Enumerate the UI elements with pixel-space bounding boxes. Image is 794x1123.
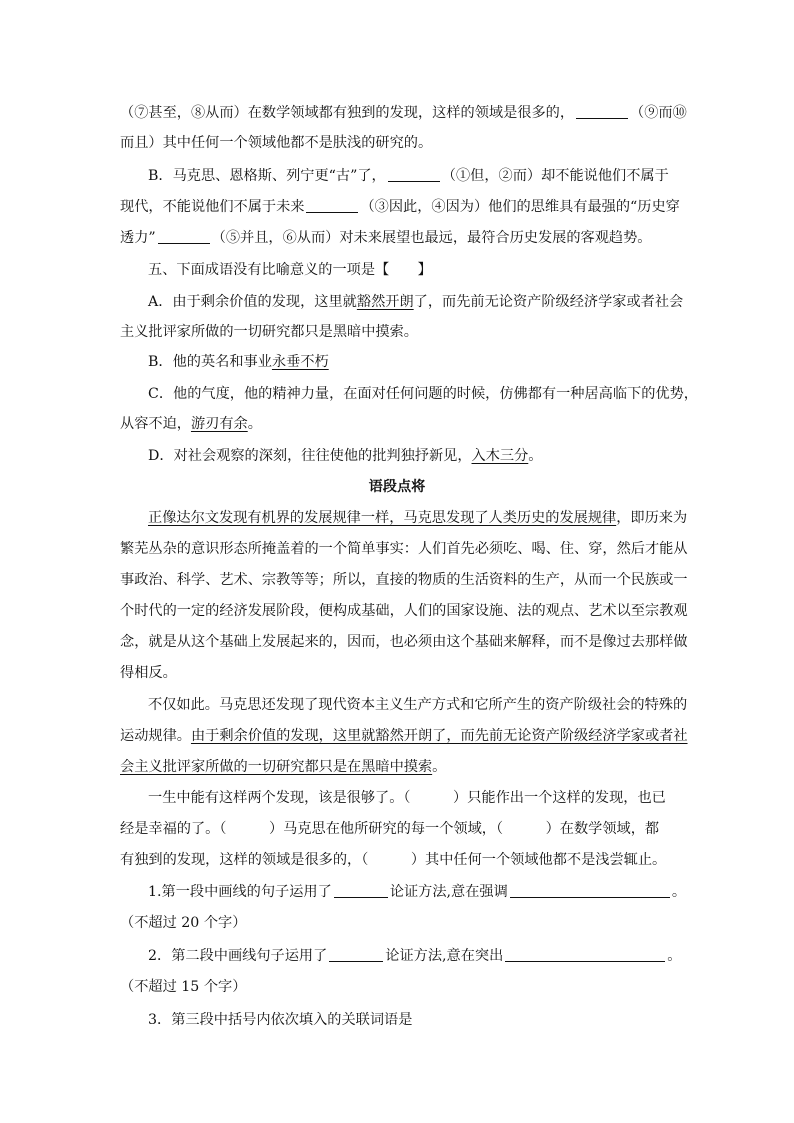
passage-p1-line-6: 得相反。 — [120, 665, 177, 681]
underlined-sentence: 会主义批评家所做的一切研究都只是在黑暗中摸索 — [120, 759, 433, 775]
question-2-note: （不超过 15 个字） — [120, 979, 247, 995]
passage-p3-line-1: 一生中能有这样两个发现，该是很够了。（ ）只能作出一个这样的发现，也已 — [148, 790, 666, 806]
passage-p1-line-5: 念，就是从这个基础上发展起来的，因而，也必须由这个基础来解释，而不是像过去那样做 — [120, 634, 688, 650]
option-a-end-line: 而且）其中任何一个领域他都不是肤浅的研究的。 — [120, 135, 433, 151]
answer-blank[interactable] — [158, 229, 210, 244]
passage-p1-line-1: 正像达尔文发现有机界的发展规律一样，马克思发现了人类历史的发展规律，即历来为 — [148, 510, 688, 526]
choice-c: C．他的气度，他的精神力量，在面对任何问题的时候，仿佛都有一种居高临下的优势， — [148, 386, 698, 402]
underlined-sentence: 由于剩余价值的发现，这里就豁然开朗了，而先前无论资产阶级经济学家或者社 — [190, 728, 688, 744]
option-b-line: B．马克思、恩格斯、列宁更“古”了， （①但，②而）却不能说他们不属于 — [148, 168, 669, 184]
answer-blank[interactable] — [334, 883, 388, 898]
underlined-idiom: 入木三分 — [471, 448, 529, 464]
passage-p2-line-2: 运动规律。由于剩余价值的发现，这里就豁然开朗了，而先前无论资产阶级经济学家或者社 — [120, 728, 688, 744]
choice-a: A．由于剩余价值的发现，这里就豁然开朗了，而先前无论资产阶级经济学家或者社会 — [148, 294, 684, 310]
passage-p1-line-3: 事政治、科学、艺术、宗教等等；所以，直接的物质的生活资料的生产，从而一个民族或一 — [120, 572, 688, 588]
choice-b: B．他的英名和事业永垂不朽 — [148, 354, 329, 370]
underlined-idiom: 游刃有余 — [190, 416, 248, 432]
question-1-note: （不超过 20 个字） — [120, 915, 247, 931]
answer-blank[interactable] — [510, 883, 670, 898]
choice-a-cont: 主义批评家所做的一切研究都只是黑暗中摸索。 — [120, 324, 418, 340]
option-b-line-2: 现代，不能说他们不属于未来 （③因此，④因为）他们的思维具有最强的“历史穿 — [120, 199, 680, 215]
question-five-title: 五、下面成语没有比喻意义的一项是【 】 — [148, 262, 432, 278]
question-2: 2．第二段中画线句子运用了 论证方法,意在突出 。 — [148, 948, 682, 964]
option-a-continued-line: （⑦甚至，⑧从而）在数学领域都有独到的发现，这样的领域是很多的， （⑨而⑩ — [120, 105, 687, 121]
underlined-idiom: 豁然开朗 — [356, 294, 414, 310]
passage-p1-line-4: 个时代的一定的经济发展阶段，便构成基础，人们的国家设施、法的观点、艺术以至宗教观 — [120, 603, 688, 619]
answer-blank[interactable] — [576, 104, 628, 119]
answer-blank[interactable] — [505, 947, 665, 962]
passage-p1-line-2: 繁芜丛杂的意识形态所掩盖着的一个简单事实：人们首先必须吃、喝、住、穿，然后才能从 — [120, 541, 688, 557]
answer-blank[interactable] — [388, 167, 440, 182]
underlined-idiom: 永垂不朽 — [271, 354, 329, 370]
choice-c-cont: 从容不迫，游刃有余。 — [120, 416, 262, 432]
passage-p2-line-1: 不仅如此。马克思还发现了现代资本主义生产方式和它所产生的资产阶级社会的特殊的 — [148, 697, 688, 713]
section-heading: 语段点将 — [368, 479, 426, 495]
option-b-line-3: 透力” （⑤并且，⑥从而）对未来展望也最远，最符合历史发展的客观趋势。 — [120, 230, 652, 246]
question-1: 1.第一段中画线的句子运用了 论证方法,意在强调 。 — [148, 884, 687, 900]
choice-d: D．对社会观察的深刻，往往使他的批判独抒新见，入木三分。 — [148, 448, 543, 464]
question-3: 3．第三段中括号内依次填入的关联词语是 — [148, 1012, 413, 1028]
passage-p3-line-3: 有独到的发现，这样的领域是很多的，（ ）其中任何一个领域他都不是浅尝辄止。 — [120, 852, 667, 868]
answer-blank[interactable] — [329, 947, 383, 962]
underlined-sentence: 正像达尔文发现有机界的发展规律一样，马克思发现了人类历史的发展规律 — [148, 510, 617, 526]
answer-blank[interactable] — [306, 198, 358, 213]
passage-p3-line-2: 经是幸福的了。（ ）马克思在他所研究的每一个领域，（ ）在数学领域，都 — [120, 821, 660, 837]
passage-p2-line-3: 会主义批评家所做的一切研究都只是在黑暗中摸索。 — [120, 759, 447, 775]
